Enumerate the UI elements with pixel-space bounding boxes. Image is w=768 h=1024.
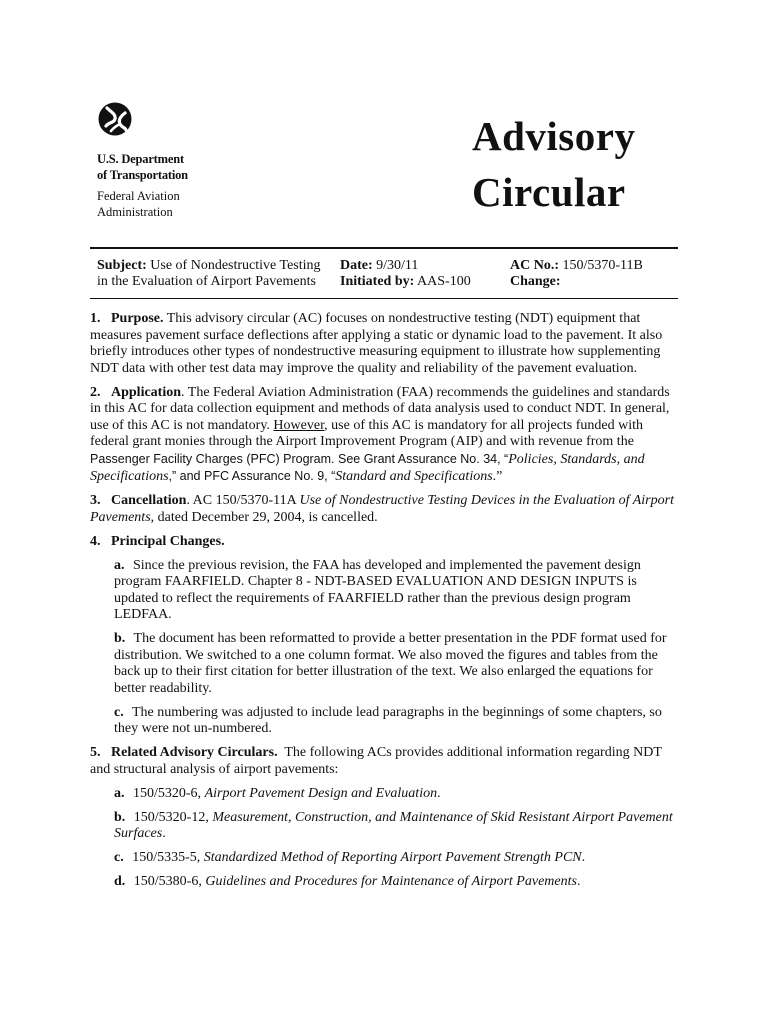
dot-logo-icon [98, 102, 132, 136]
ac-number-value: 150/5370-11B [562, 258, 643, 273]
initiated-label: Initiated by: [340, 274, 415, 289]
section-title: Purpose. [111, 311, 164, 326]
dept-line-2: of Transportation [97, 168, 188, 182]
item-letter: c. [114, 850, 124, 865]
agency-name [97, 188, 180, 220]
item-text: The document has been reformatted to provide a better presentation in the PDF format used for distribution. We switched to a one column format. We also moved the figures and tables from the back up to their first citation for better illustration of the text. We also enlarged the equations for better readability. [114, 631, 667, 696]
initiated-value: AAS-100 [417, 274, 471, 289]
section-text: . The Federal Aviation Administration (FAA) recommends the guidelines and standards in this AC for data collection equipment and methods of data analysis used to conduct NDT. In general, use of this AC is not mandatory. [90, 384, 670, 433]
item-text: The numbering was adjusted to include lead paragraphs in the beginnings of some chapters, so they were not un-numbered. [114, 704, 662, 736]
ac-number-block [510, 258, 680, 290]
list-item [90, 810, 678, 843]
date-label: Date: [340, 258, 373, 273]
pfc-text: ,” and PFC Assurance No. 9, “ [168, 469, 336, 483]
subject-line-1: Use of Nondestructive Testing [150, 258, 321, 273]
ac-title: Measurement, Construction, and Maintenance of Skid Resistant Airport Pavement Surfaces [114, 809, 673, 841]
section-number: 3. [90, 493, 101, 508]
item-letter: c. [114, 704, 124, 720]
section-cancellation [90, 493, 678, 526]
period: . [437, 785, 441, 801]
section-title: Related Advisory Circulars. [111, 745, 278, 760]
however-text: However [273, 417, 325, 433]
section-number: 5. [90, 745, 101, 760]
document-title [472, 108, 635, 220]
period: . [576, 874, 581, 889]
item-letter: a. [114, 785, 125, 801]
list-item [90, 558, 678, 624]
assurance-title: Policies, Standards, and Specifications [90, 451, 645, 484]
ac-title: Guidelines and Procedures for Maintenance of Airport Pavements [205, 874, 577, 889]
section-principal-changes [90, 534, 678, 551]
section-application [90, 385, 678, 486]
title-line-1: Advisory [472, 113, 636, 159]
section-text: .” [492, 469, 503, 484]
period: . [581, 850, 586, 865]
date-block [340, 258, 500, 290]
date-value: 9/30/11 [376, 258, 419, 273]
pfc-text: Passenger Facility Charges (PFC) Program. See Grant Assurance No. 34, “ [90, 451, 509, 466]
section-purpose [90, 311, 678, 377]
ac-number-label: AC No.: [510, 258, 559, 273]
meta-divider [90, 298, 678, 299]
list-item [90, 850, 678, 867]
change-label: Change: [510, 274, 561, 289]
ac-number: 150/5335-5, [132, 850, 201, 865]
ac-number: 150/5320-12, [133, 809, 209, 825]
assurance-title: Standard and Specifications [335, 469, 493, 484]
section-title: Application [111, 384, 182, 400]
ac-title: Standardized Method of Reporting Airport Pavement Strength PCN [203, 850, 582, 865]
list-item [90, 786, 678, 803]
section-text: . AC 150/5370-11A [186, 493, 296, 508]
section-related-circulars [90, 745, 678, 778]
cancelled-ac-title: Use of Nondestructive Testing Devices in the Evaluation of Airport Pavements [90, 493, 674, 525]
section-number: 2. [90, 384, 101, 400]
section-text: , use of this AC is mandatory for all projects funded with federal grant monies through the Airport Improvement Program (AIP) and with revenue from the [90, 417, 644, 449]
section-text: This advisory circular (AC) focuses on nondestructive testing (NDT) equipment that measures pavement surface deflections after applying a static or dynamic load to the pavement. It also briefly introduces other types of nondestructive measuring equipment to illustrate how supplementing NDT data with other test data may improve the quality and reliability of the pavement evaluation. [90, 311, 663, 376]
list-item [90, 705, 678, 738]
subject-label: Subject: [97, 258, 147, 273]
subject-block [97, 258, 333, 290]
item-text: Since the previous revision, the FAA has developed and implemented the pavement design program FAARFIELD. Chapter 8 - NDT-BASED EVALUATION AND DESIGN INPUTS is updated to reflect the requirements of FAARFIELD rather than the previous design program LEDFAA. [114, 557, 641, 622]
item-letter: a. [114, 557, 125, 573]
ac-title: Airport Pavement Design and Evaluation [204, 785, 438, 801]
document-body [90, 311, 678, 898]
list-item [90, 631, 678, 697]
subject-line-2: in the Evaluation of Airport Pavements [97, 274, 316, 289]
header-divider [90, 247, 678, 249]
period: . [162, 826, 166, 841]
ac-number: 150/5320-6, [133, 785, 202, 801]
ac-number: 150/5380-6, [133, 874, 202, 889]
list-item [90, 874, 678, 891]
item-letter: b. [114, 809, 126, 825]
section-number: 4. [90, 533, 101, 549]
dept-line-1: U.S. Department [97, 152, 184, 166]
item-letter: d. [114, 874, 126, 889]
section-text: The following ACs provides additional information regarding NDT and structural analysis of airport pavements: [90, 745, 662, 777]
agency-line-1: Federal Aviation [97, 189, 180, 203]
title-line-2: Circular [472, 169, 626, 215]
agency-line-2: Administration [97, 205, 173, 219]
section-title: Cancellation [111, 493, 187, 508]
section-text: , dated December 29, 2004, is cancelled. [150, 509, 378, 525]
department-name [97, 151, 188, 183]
section-title: Principal Changes. [111, 533, 225, 549]
item-letter: b. [114, 631, 126, 646]
section-number: 1. [90, 311, 101, 326]
